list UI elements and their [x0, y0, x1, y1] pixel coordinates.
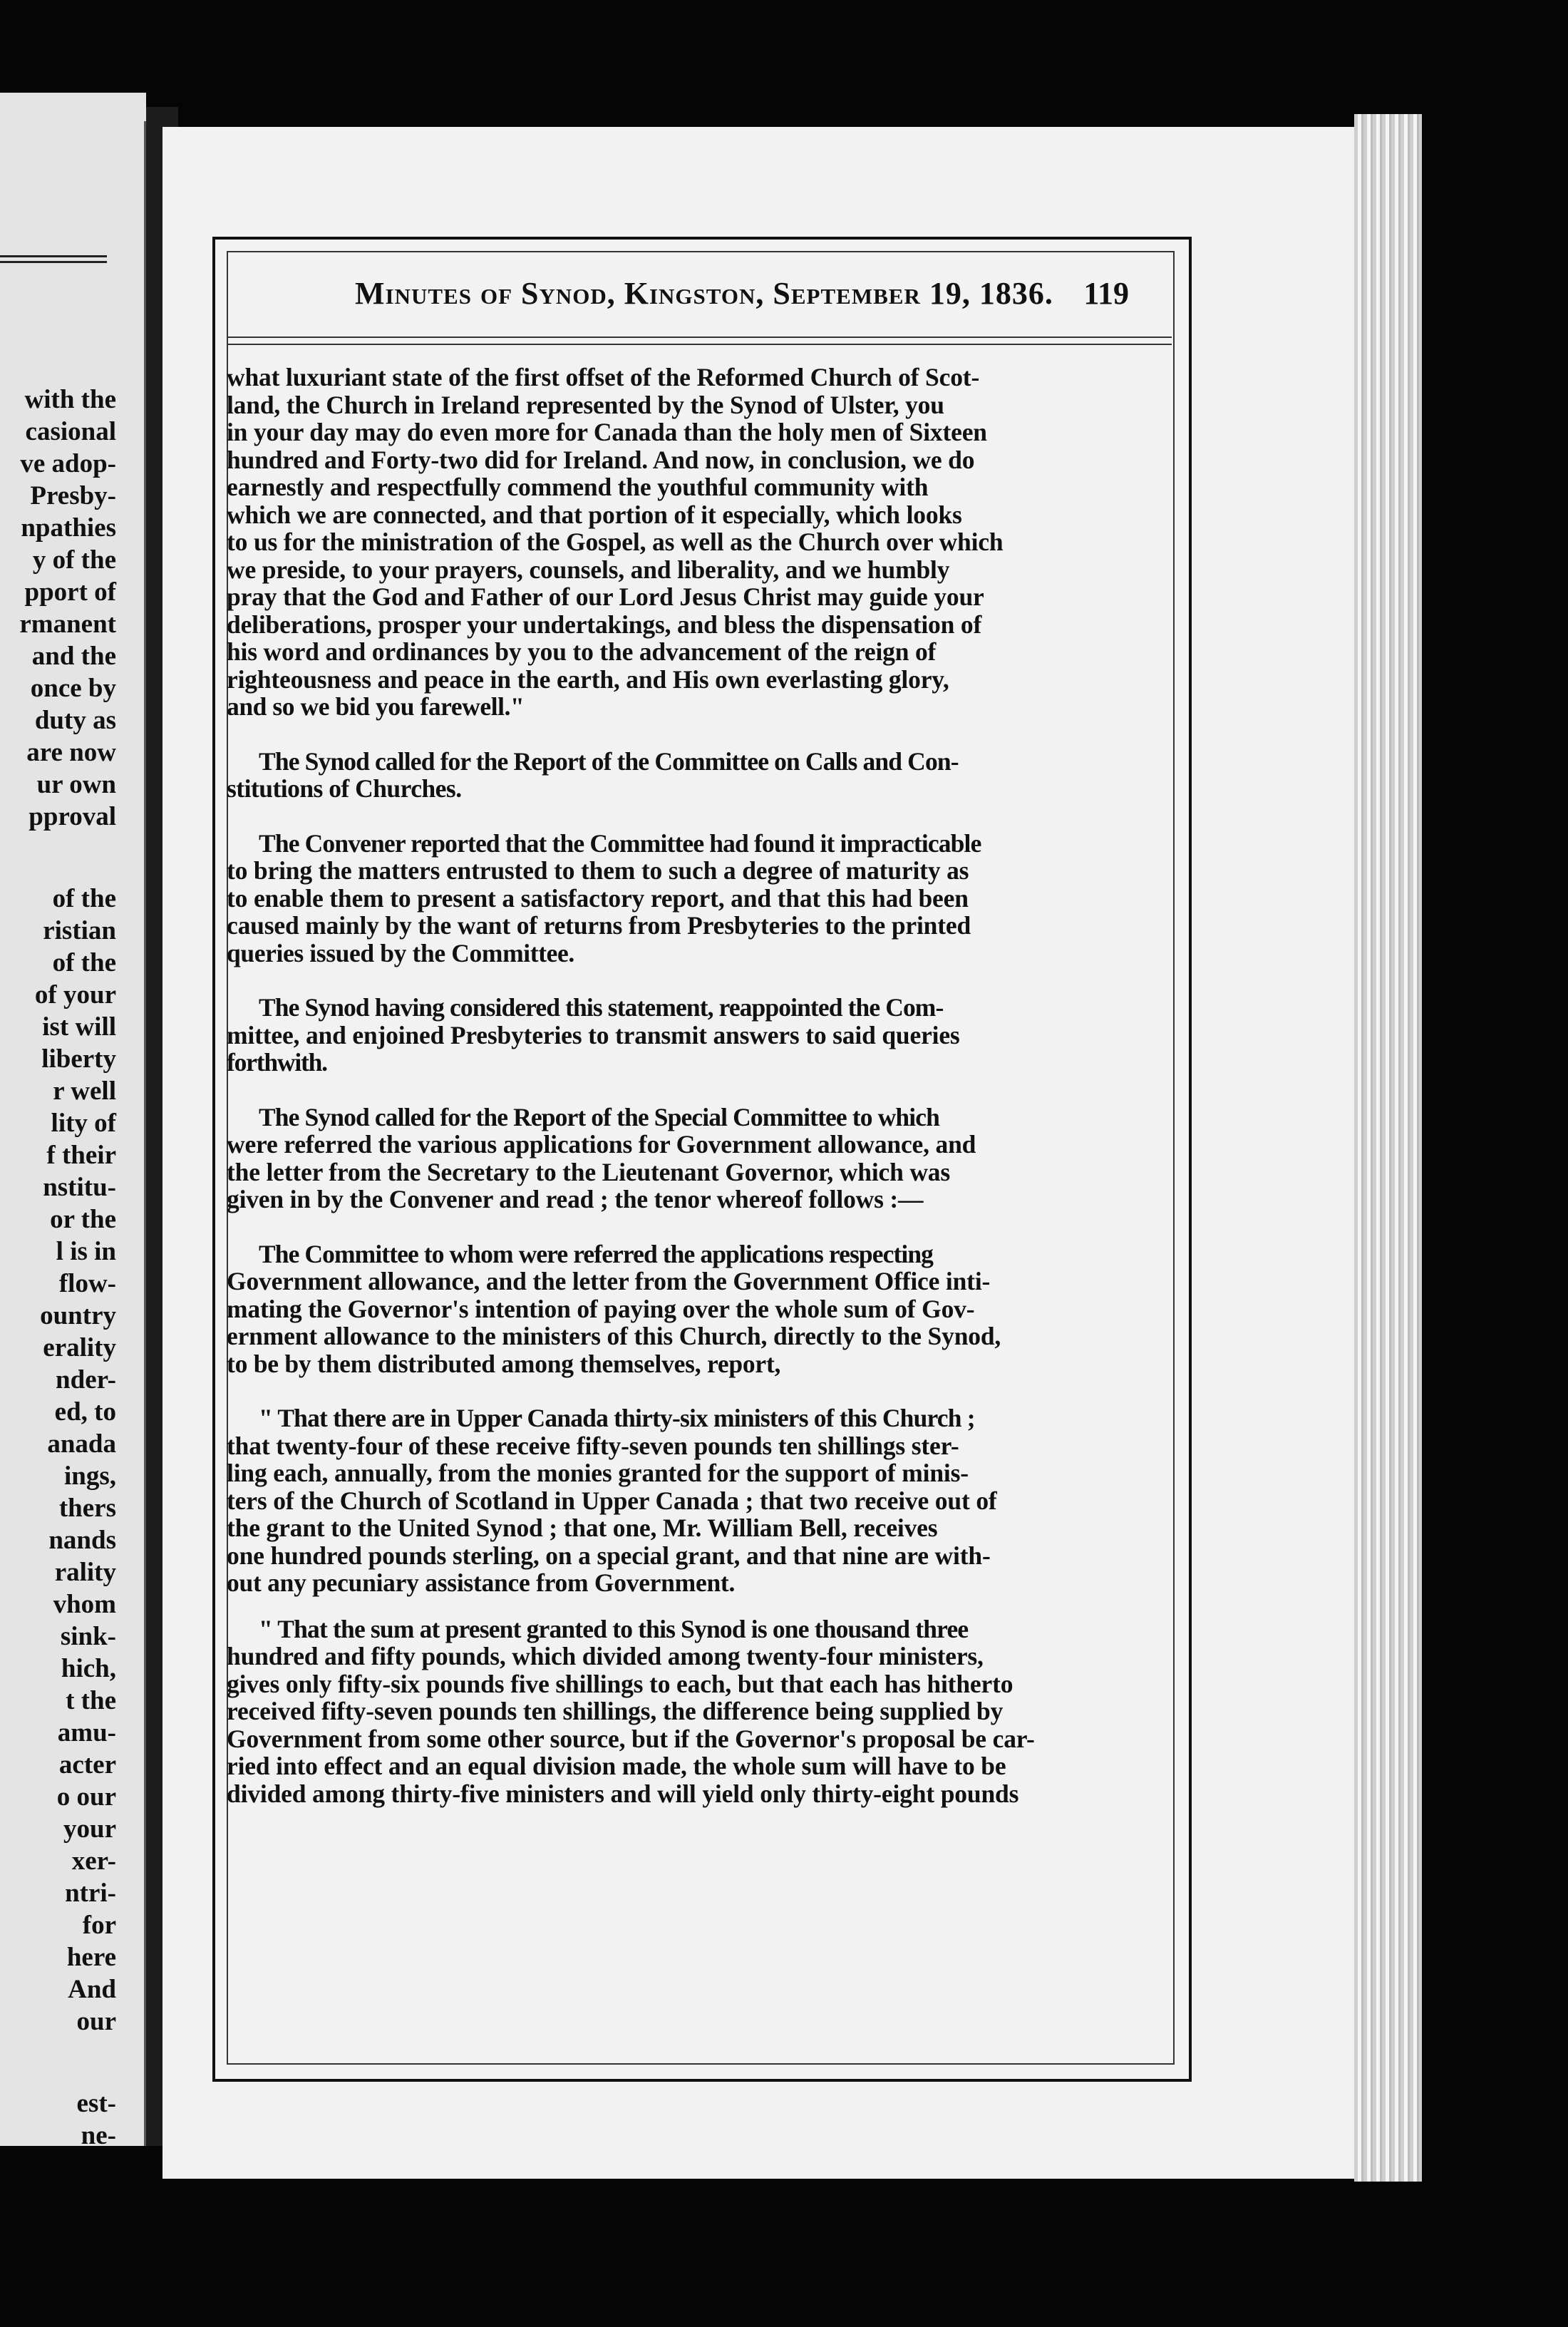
previous-page-line: est-: [76, 2089, 116, 2118]
body-text: [227, 364, 1172, 1807]
text-line: " That the sum at present granted to this Synod is one thousand three: [259, 1614, 969, 1643]
previous-page-line: are now: [26, 738, 116, 767]
text-line: given in by the Convener and read ; the tenor whereof follows :—: [227, 1185, 924, 1213]
text-line: we preside, to your prayers, counsels, and liberality, and we humbly: [227, 555, 950, 584]
text-line: received fifty-seven pounds ten shillings, the difference being supplied by: [227, 1697, 1004, 1725]
text-line: his word and ordinances by you to the advancement of the reign of: [227, 637, 937, 666]
previous-page-line: ed, to: [54, 1397, 116, 1427]
text-line: deliberations, prosper your undertakings, and bless the dispensation of: [227, 610, 982, 639]
text-line: ters of the Church of Scotland in Upper Canada ; that two receive out of: [227, 1486, 997, 1515]
previous-page-line: nder-: [56, 1365, 116, 1394]
previous-page-line: and the: [31, 642, 116, 671]
previous-page-line: for: [82, 1911, 116, 1940]
text-line: were referred the various applications for Government allowance, and: [227, 1130, 976, 1159]
header-title: Minutes of Synod, Kingston, September 19, 1836.: [355, 276, 1053, 311]
text-line: Government from some other source, but if the Governor's proposal be car-: [227, 1724, 1035, 1753]
paragraph: [227, 1615, 1172, 1808]
previous-page-line: erality: [43, 1333, 116, 1362]
text-line: The Synod called for the Report of the Committee on Calls and Con-: [259, 746, 959, 776]
paragraph: [227, 994, 1172, 1077]
previous-page-line: l is in: [56, 1237, 116, 1266]
text-line: The Synod having considered this statement, reappointed the Com-: [259, 993, 944, 1022]
previous-page-line: thers: [58, 1494, 116, 1523]
previous-page-line: once by: [30, 674, 116, 703]
previous-page-line: o our: [56, 1782, 116, 1812]
previous-page-line: rmanent: [19, 610, 116, 639]
text-line: hundred and Forty-two did for Ireland. And now, in conclusion, we do: [227, 445, 975, 474]
text-line: gives only fifty-six pounds five shillings to each, but that each has hitherto: [227, 1669, 1013, 1698]
previous-page-line: or the: [50, 1205, 116, 1234]
text-line: to us for the ministration of the Gospel, as well as the Church over which: [227, 528, 1004, 556]
text-line: earnestly and respectfully commend the youthful community with: [227, 473, 929, 501]
previous-page-line: ountry: [40, 1301, 116, 1330]
text-line: The Committee to whom were referred the applications respecting: [259, 1239, 933, 1268]
previous-page-line: ne-: [81, 2121, 116, 2146]
text-line: hundred and fifty pounds, which divided among twenty-four ministers,: [227, 1642, 984, 1670]
previous-page-line: nands: [48, 1526, 116, 1555]
previous-page-line: of the: [52, 884, 116, 913]
previous-page-line: casional: [25, 417, 116, 446]
previous-page-line: npathies: [21, 513, 116, 543]
text-line: mittee, and enjoined Presbyteries to transmit answers to said queries: [227, 1020, 960, 1049]
text-line: out any pecuniary assistance from Government.: [227, 1568, 736, 1597]
paragraph: [227, 1104, 1172, 1213]
left-page-rule: [0, 255, 107, 257]
text-line: righteousness and peace in the earth, and His own everlasting glory,: [227, 664, 949, 694]
previous-page-line: ings,: [63, 1462, 116, 1491]
text-line: that twenty-four of these receive fifty-seven pounds ten shillings ster-: [227, 1431, 959, 1460]
text-line: ried into effect and an equal division made, the whole sum will have to be: [227, 1752, 1006, 1780]
paragraph: [227, 748, 1172, 803]
previous-page-line: liberty: [41, 1044, 116, 1074]
previous-page-text: [0, 384, 116, 2146]
page-stack-edge: [1354, 114, 1422, 2182]
previous-page-line: vhom: [53, 1590, 116, 1619]
text-line: one hundred pounds sterling, on a special grant, and that nine are with-: [227, 1541, 991, 1570]
header-rule: [227, 337, 1172, 345]
text-line: which we are connected, and that portion of it especially, which looks: [227, 500, 962, 529]
previous-page-line: of your: [34, 980, 116, 1010]
previous-page-line: pport of: [24, 577, 116, 607]
text-line: Government allowance, and the letter from the Government Office inti-: [227, 1267, 991, 1295]
text-line: the letter from the Secretary to the Lieutenant Governor, which was: [227, 1157, 951, 1186]
previous-page-line: rality: [54, 1558, 116, 1587]
text-line: to bring the matters entrusted to them to such a degree of maturity as: [227, 856, 969, 885]
previous-page-line: t the: [66, 1686, 116, 1715]
previous-page-line: duty as: [34, 706, 116, 735]
previous-page-line: [0, 2038, 116, 2087]
previous-page-line: sink-: [60, 1622, 116, 1651]
text-line: land, the Church in Ireland represented by the Synod of Ulster, you: [227, 390, 944, 419]
text-line: and so we bid you farewell.": [227, 692, 525, 721]
text-line: The Synod called for the Report of the Special Committee to which: [259, 1102, 939, 1131]
paragraph: [227, 364, 1172, 721]
page-number: 119: [1083, 276, 1129, 311]
text-line: caused mainly by the want of returns from Presbyteries to the printed: [227, 911, 971, 940]
left-page-rule: [0, 261, 107, 263]
previous-page-line: Presby-: [30, 481, 116, 510]
previous-page: [0, 93, 146, 2146]
paragraph: [227, 830, 1172, 967]
previous-page-line: our: [76, 2007, 116, 2036]
running-header: [227, 269, 1172, 319]
previous-page-line: xer-: [71, 1846, 116, 1876]
text-line: queries issued by the Committee.: [227, 938, 574, 967]
text-line: ling each, annually, from the monies granted for the support of minis-: [227, 1459, 969, 1487]
text-line: what luxuriant state of the first offset of the Reformed Church of Scot-: [227, 363, 980, 391]
previous-page-line: ntri-: [65, 1879, 116, 1908]
previous-page-line: hich,: [61, 1654, 116, 1683]
previous-page-line: your: [63, 1814, 116, 1844]
previous-page-line: anada: [47, 1429, 116, 1459]
paragraph: [227, 1404, 1172, 1597]
previous-page-line: And: [68, 1975, 116, 2004]
text-line: to be by them distributed among themselves, report,: [227, 1349, 781, 1378]
text-line: the grant to the United Synod ; that one, Mr. William Bell, receives: [227, 1514, 938, 1542]
text-line: " That there are in Upper Canada thirty-six ministers of this Church ;: [259, 1404, 975, 1432]
previous-page-line: with the: [24, 385, 116, 414]
text-line: mating the Governor's intention of paying over the whole sum of Gov-: [227, 1294, 975, 1323]
text-line: The Convener reported that the Committee had found it impracticable: [259, 828, 981, 858]
text-line: ernment allowance to the ministers of this Church, directly to the Synod,: [227, 1322, 1001, 1350]
text-line: divided among thirty-five ministers and will yield only thirty-eight pounds: [227, 1779, 1019, 1808]
previous-page-line: ve adop-: [20, 449, 116, 478]
previous-page-line: of the: [52, 948, 116, 977]
previous-page-line: acter: [58, 1750, 116, 1779]
text-line: to enable them to present a satisfactory report, and that this had been: [227, 883, 969, 913]
previous-page-line: r well: [53, 1077, 116, 1106]
previous-page-line: lity of: [51, 1109, 116, 1138]
previous-page-line: ur own: [36, 770, 116, 799]
previous-page-line: amu-: [57, 1718, 116, 1747]
previous-page-line: ristian: [43, 916, 116, 945]
previous-page-line: here: [66, 1943, 116, 1972]
previous-page-line: y of the: [32, 545, 116, 575]
text-line: stitutions of Churches.: [227, 774, 462, 803]
previous-page-line: [0, 833, 116, 883]
previous-page-line: flow-: [58, 1269, 116, 1298]
previous-page-line: pproval: [29, 802, 116, 831]
text-line: in your day may do even more for Canada than the holy men of Sixteen: [227, 418, 987, 446]
previous-page-line: ist will: [42, 1012, 116, 1042]
text-line: pray that the God and Father of our Lord Jesus Christ may guide your: [227, 582, 984, 611]
paragraph: [227, 1240, 1172, 1378]
previous-page-line: f their: [46, 1141, 116, 1170]
previous-page-line: nstitu-: [43, 1173, 116, 1202]
text-line: forthwith.: [227, 1048, 327, 1077]
